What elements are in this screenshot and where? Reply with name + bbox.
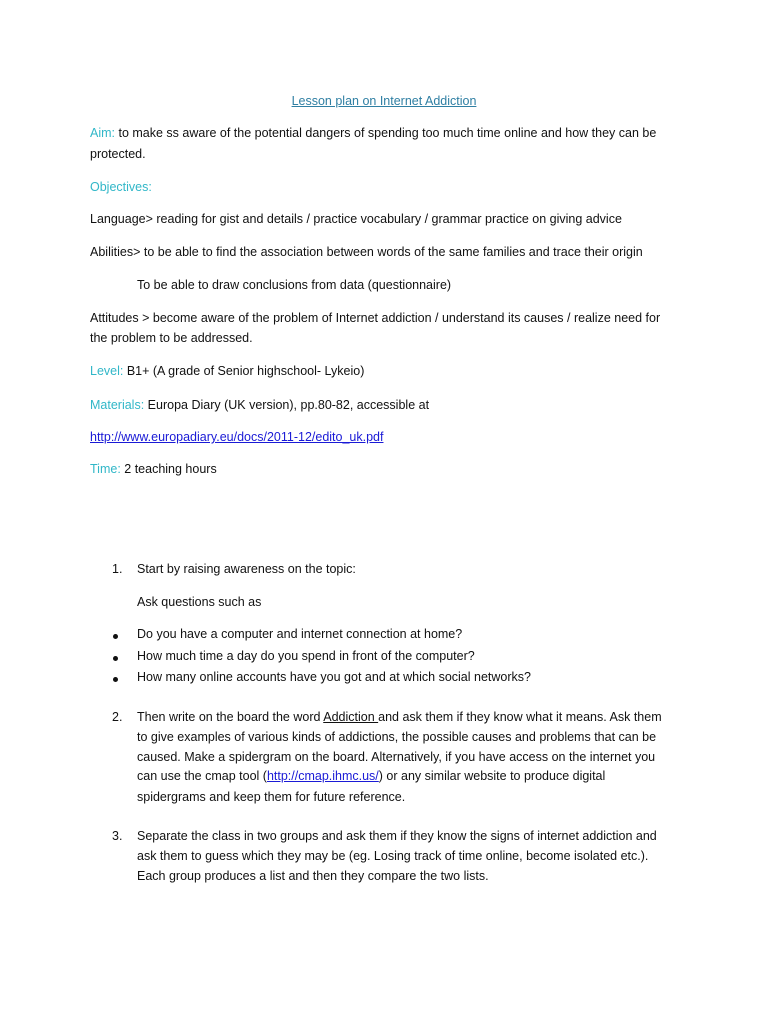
materials-label: Materials: bbox=[90, 398, 145, 412]
objectives-heading bbox=[90, 180, 152, 194]
time-text: 2 teaching hours bbox=[120, 462, 217, 476]
step-3-text-3: Each group produces a list and then they compare the two lists. bbox=[137, 869, 489, 883]
step-2-text-2: to give examples of various kinds of addictions, the possible causes and problems that can be bbox=[137, 730, 657, 744]
bullet-text-3: How many online accounts have you got and at which social networks? bbox=[137, 670, 531, 684]
language-text: Language> reading for gist and details / practice vocabulary / grammar practice on giving advice bbox=[90, 212, 622, 226]
materials-link-line bbox=[90, 430, 383, 444]
europadiary-link[interactable]: http://www.europadiary.eu/docs/2011-12/edito_uk.pdf bbox=[90, 430, 384, 444]
step-2-line-1-rest: and ask them if they know what it means. Ask them bbox=[378, 710, 662, 724]
bullet-item-2 bbox=[137, 649, 475, 663]
step-2-line-5 bbox=[137, 790, 405, 804]
step-2-text-4-pre: can use the cmap tool ( bbox=[137, 769, 267, 783]
bullet-item-3 bbox=[137, 670, 531, 684]
abilities-text: Abilities> to be able to find the association between words of the same families and trace their origin bbox=[90, 245, 643, 259]
abilities-text-2: To be able to draw conclusions from data (questionnaire) bbox=[137, 278, 452, 292]
time-line bbox=[90, 462, 217, 476]
level-label: Level: bbox=[90, 364, 124, 378]
step-3-line-2 bbox=[137, 849, 648, 863]
time-label: Time: bbox=[90, 462, 121, 476]
step-2-text-5: spidergrams and keep them for future reference. bbox=[137, 790, 406, 804]
step-3-line-3 bbox=[137, 869, 489, 883]
step-2-pre: Then write on the board the word bbox=[137, 710, 324, 724]
abilities-objective-2 bbox=[137, 278, 451, 292]
cmap-link[interactable]: http://cmap.ihmc.us/ bbox=[266, 769, 379, 783]
aim-label: Aim: bbox=[90, 126, 115, 140]
bullet-item-1 bbox=[137, 627, 462, 641]
objectives-label: Objectives: bbox=[90, 180, 152, 194]
step-3-number bbox=[112, 829, 122, 843]
step-2-number bbox=[112, 710, 122, 724]
title-text: Lesson plan on Internet Addiction bbox=[291, 94, 477, 108]
aim-line-1 bbox=[90, 126, 656, 140]
materials-line bbox=[90, 398, 429, 412]
aim-text: to make ss aware of the potential dangers of spending too much time online and how they can be bbox=[115, 126, 657, 140]
step-1-number bbox=[112, 562, 122, 576]
language-objective bbox=[90, 212, 622, 226]
materials-text: Europa Diary (UK version), pp.80-82, accessible at bbox=[144, 398, 430, 412]
step-3-text-2: ask them to guess which they may be (eg. Losing track of time online, become isolated etc.). bbox=[137, 849, 649, 863]
attitudes-line-1 bbox=[90, 311, 660, 325]
step-1-label: Start by raising awareness on the topic: bbox=[137, 562, 356, 576]
attitudes-text-1: Attitudes > become aware of the problem of Internet addiction / understand its causes / realize need for bbox=[90, 311, 661, 325]
aim-text-2: protected. bbox=[90, 147, 146, 161]
bullet-dot-2 bbox=[113, 656, 118, 661]
step-2-line-4 bbox=[137, 769, 605, 783]
step-1-sub-text: Ask questions such as bbox=[137, 595, 262, 609]
step-2-text-3: caused. Make a spidergram on the board. Alternatively, if you have access on the internet you bbox=[137, 750, 656, 764]
attitudes-text-2: the problem to be addressed. bbox=[90, 331, 253, 345]
attitudes-line-2 bbox=[90, 331, 253, 345]
abilities-objective bbox=[90, 245, 643, 259]
step-2-line-1 bbox=[137, 710, 662, 724]
aim-line-2 bbox=[90, 147, 146, 161]
step-1-num: 1. bbox=[112, 562, 123, 576]
step-2-text-4-post: ) or any similar website to produce digital bbox=[378, 769, 606, 783]
level-text: B1+ (A grade of Senior highschool- Lykeio) bbox=[123, 364, 365, 378]
step-2-num: 2. bbox=[112, 710, 123, 724]
level-line bbox=[90, 364, 364, 378]
step-3-line-1 bbox=[137, 829, 657, 843]
step-3-num: 3. bbox=[112, 829, 123, 843]
addiction-word: Addiction bbox=[323, 710, 379, 724]
page-title bbox=[0, 94, 768, 108]
bullet-dot-1 bbox=[113, 634, 118, 639]
step-1-sub bbox=[137, 595, 261, 609]
step-2-line-2 bbox=[137, 730, 656, 744]
bullet-text-1: Do you have a computer and internet connection at home? bbox=[137, 627, 463, 641]
step-3-text-1: Separate the class in two groups and ask them if they know the signs of internet addiction and bbox=[137, 829, 657, 843]
step-2-line-3 bbox=[137, 750, 655, 764]
bullet-text-2: How much time a day do you spend in front of the computer? bbox=[137, 649, 475, 663]
bullet-dot-3 bbox=[113, 677, 118, 682]
step-1-text bbox=[137, 562, 356, 576]
